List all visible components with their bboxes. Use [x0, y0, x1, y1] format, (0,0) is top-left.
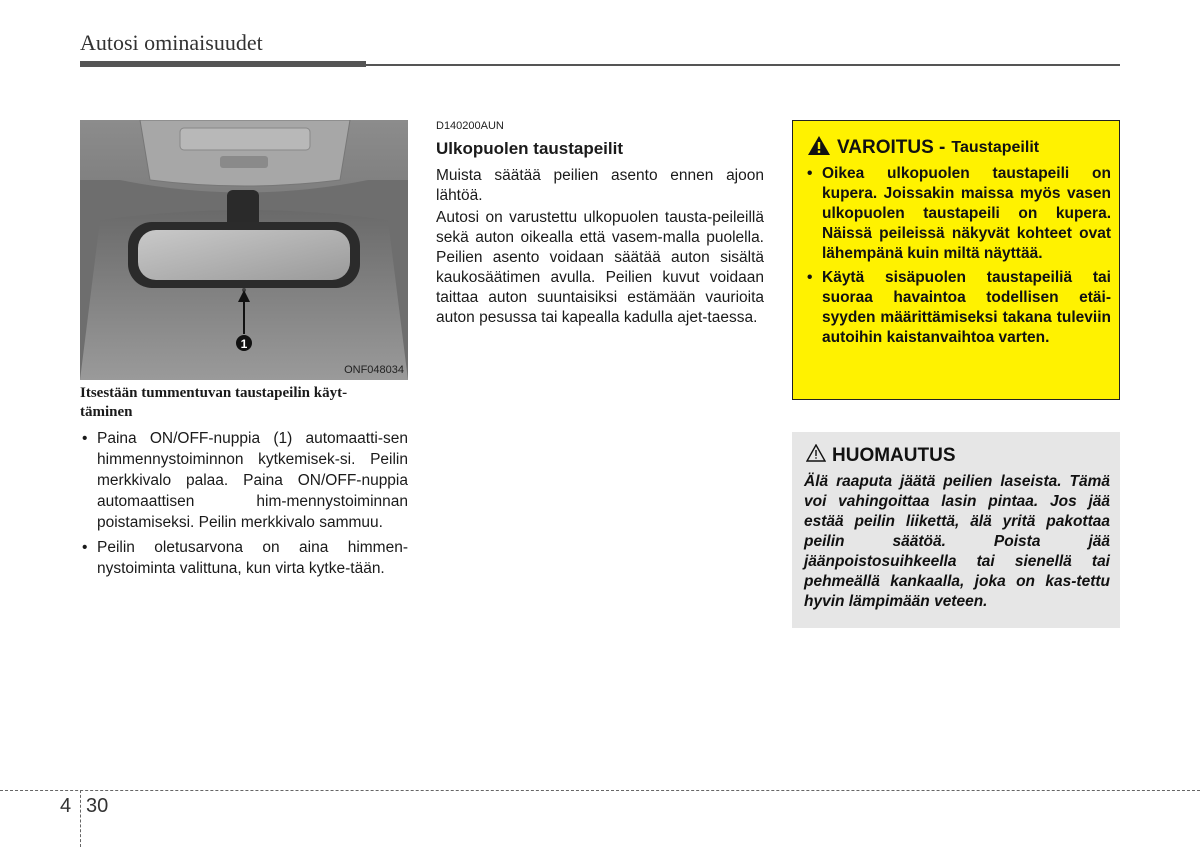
paragraph: Autosi on varustettu ulkopuolen tausta-peileillä sekä auton oikealla että vasem-malla puolella. Peilien asento voidaan säätää auton sisältä kaukosäätimen avulla. Peilien kuvut voidaan taittaa auton suuntaisiksi estämään vaurioita auton pesussa tai kapealla kadulla ajet-taessa. — [436, 209, 764, 326]
section-code: D140200AUN — [436, 120, 504, 132]
warning-triangle-icon — [807, 135, 831, 161]
callout-number: 1 — [240, 337, 248, 351]
section-heading-outer-mirrors: Ulkopuolen taustapeilit — [436, 139, 624, 158]
list-item: • Paina ON/OFF-nuppia (1) automaatti-sen himmennystoiminnon kytkemisek-si. Peilin merkkivalo palaa. Paina ON/OFF-nuppia automaattisen him-mennystoiminnan poistamiseksi. Peilin merkkivalo sammuu. — [80, 428, 408, 533]
warning-title — [807, 135, 1039, 161]
warning-label: VAROITUS - — [837, 137, 946, 158]
section-heading: Itsestään tummentuvan taustapeilin käyt- täminen — [80, 385, 348, 420]
warning-item: • Käytä sisäpuolen taustapeiliä tai suoraa havaintoa todellisen etäi-syyden määrittämiseksi takana tuleviin autoihin kaistanvaihtoa varten. — [805, 268, 1111, 348]
rearview-mirror-photo — [80, 120, 408, 380]
notice-title — [806, 444, 956, 468]
list-item: • Peilin oletusarvona on aina himmen-nystoiminta valittuna, kun virta kytke-tään. — [80, 537, 408, 579]
photo-code: ONF048034 — [344, 364, 404, 376]
header-rule-thin — [366, 64, 1120, 66]
caution-triangle-icon — [806, 444, 826, 468]
header-rule — [80, 61, 366, 67]
page-header-title: Autosi ominaisuudet — [80, 30, 263, 55]
notice-text: Älä raaputa jäätä peilien laseista. Tämä voi vahingoittaa lasin pintaa. Jos jää estää peilin liikettä, älä yritä pakottaa peilin säätöä. Poista jää jäänpoistosuihkeella tai sienellä tai pehmeällä kankaalla, joka on kas-tettu hyvin lämpimään veteen. — [804, 473, 1110, 610]
warning-list — [805, 164, 1111, 352]
instruction-list — [80, 428, 408, 583]
paragraph: Muista säätää peilien asento ennen ajoon lähtöä. — [436, 167, 764, 204]
chapter-number: 4 — [60, 795, 72, 817]
notice-box — [792, 432, 1120, 628]
warning-item: • Oikea ulkopuolen taustapeili on kupera. Joissakin maissa myös vasen ulkopuolen taustapeili on kupera. Näissä peileissä näkyvät kohteet ovat lähempänä kuin miltä näyttää. — [805, 164, 1111, 264]
footer-rule — [0, 790, 1200, 791]
notice-label: HUOMAUTUS — [832, 445, 956, 466]
warning-box — [792, 120, 1120, 400]
page-number: 30 — [86, 795, 109, 817]
warning-subject: Taustapeilit — [951, 139, 1040, 156]
footer-divider — [80, 790, 81, 847]
